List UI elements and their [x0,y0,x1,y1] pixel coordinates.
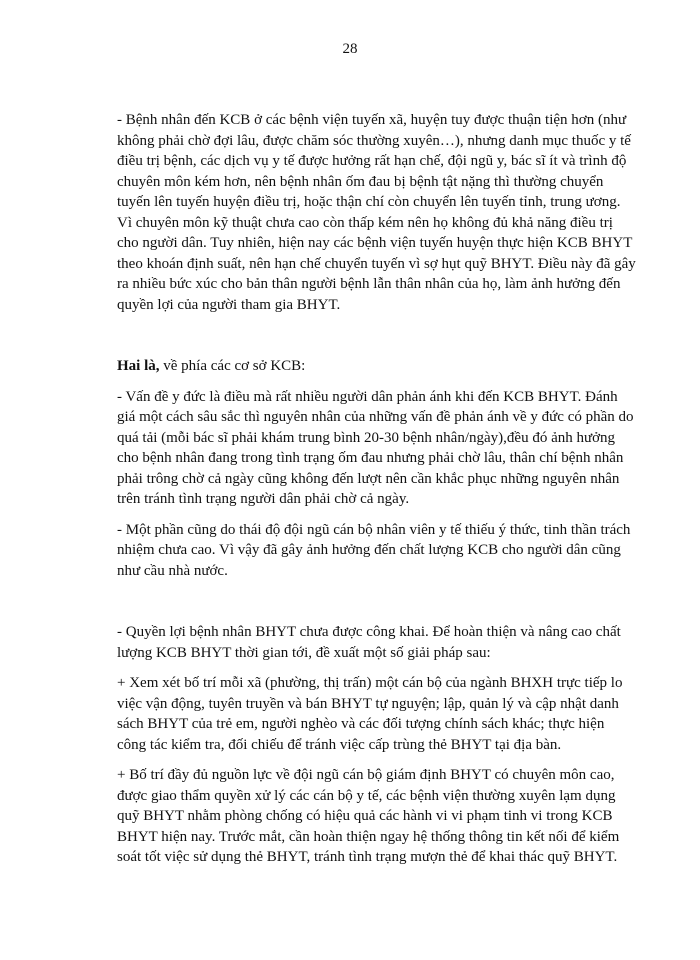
page-number: 28 [342,41,358,57]
paragraph-staff-attitude: - Một phần cũng do thái độ đội ngũ cán bộ nhân viên y tế thiếu ý thức, tinh thần trách nhiệm chưa cao. Vì vậy đã gây ảnh hưởng đến chất lượng KCB cho người dân cũng như cầu nhà nước. [117,521,631,579]
paragraph-solution-inspectors: + Bố trí đầy đủ nguồn lực về đội ngũ cán bộ giám định BHYT có chuyên môn cao, được giao thẩm quyền xử lý các cán bộ y tế, các bệnh viện thường xuyên lạm dụng quỹ BHYT nhằm phòng chống có hiệu quả các hành vi vi phạm tinh vi trong KCB BHYT hiện nay. Trước mắt, cần hoàn thiện ngay hệ thống thông tin kết nối để kiểm soát tốt việc sử dụng thẻ BHYT, tránh tình trạng mượn thẻ để khai thác quỹ BHYT. [117,767,620,865]
paragraph-solution-commune-staff: + Xem xét bố trí mỗi xã (phường, thị trấn) một cán bộ của ngành BHXH trực tiếp lo việc vận động, tuyên truyền và bán BHYT tự nguyện; lập, quản lý và cập nhật danh sách BHYT của trẻ em, người nghèo và các đối tượng chính sách khác; thực hiện công tác kiểm tra, đối chiếu để tránh việc cấp trùng thẻ BHYT tại địa bàn. [117,675,623,753]
paragraph-patient-access: - Bệnh nhân đến KCB ở các bệnh viện tuyến xã, huyện tuy được thuận tiện hơn (như không phải chờ đợi lâu, được chăm sóc thường xuyên…), nhưng danh mục thuốc y tế điều trị bệnh, các dịch vụ y tế được hưởng rất hạn chế, đội ngũ y, bác sĩ ít và trình độ chuyên môn kém hơn, nên bệnh nhân ốm đau bị bệnh tật nặng thì thường chuyển tuyến lên tuyến huyện điều trị, hoặc thận chí còn chuyển lên tuyến tỉnh, trung ương. Vì chuyên môn kỹ thuật chưa cao còn thấp kém nên họ không đủ khả năng điều trị cho người dân. Tuy nhiên, hiện nay các bệnh viện tuyến huyện thực hiện KCB BHYT theo khoán định suất, nên hạn chế chuyển tuyến vì sợ hụt quỹ BHYT. Điều này đã gây ra nhiều bức xúc cho bản thân người bệnh lẫn thân nhân của họ, làm ảnh hưởng đến quyền lợi của người tham gia BHYT. [117,112,636,313]
section-two-text: về phía các cơ sở KCB: [159,358,306,374]
section-two-lead: Hai là, [117,358,160,374]
paragraph-medical-ethics: - Vấn đề y đức là điều mà rất nhiều người dân phản ánh khi đến KCB BHYT. Đánh giá một cách sâu sắc thì nguyên nhân của những vấn đề phản ánh về y đức có phần do quá tải (mỗi bác sĩ phải khám trung bình 20-30 bệnh nhân/ngày),đều đó ảnh hưởng cho bệnh nhân đang trong tình trạng ốm đau nhưng phải chờ lâu, thân chí bệnh nhân phải trông chờ cả ngày cũng không đến lượt nên cần khắc phục những nguyên nhân trên tránh tình trạng người dân phải chờ cả ngày. [117,388,634,507]
document-body [117,110,637,868]
paragraph-section-two [117,356,637,377]
paragraph-patient-rights: - Quyền lợi bệnh nhân BHYT chưa được công khai. Để hoàn thiện và nâng cao chất lượng KCB BHYT thời gian tới, đề xuất một số giải pháp sau: [117,624,621,661]
